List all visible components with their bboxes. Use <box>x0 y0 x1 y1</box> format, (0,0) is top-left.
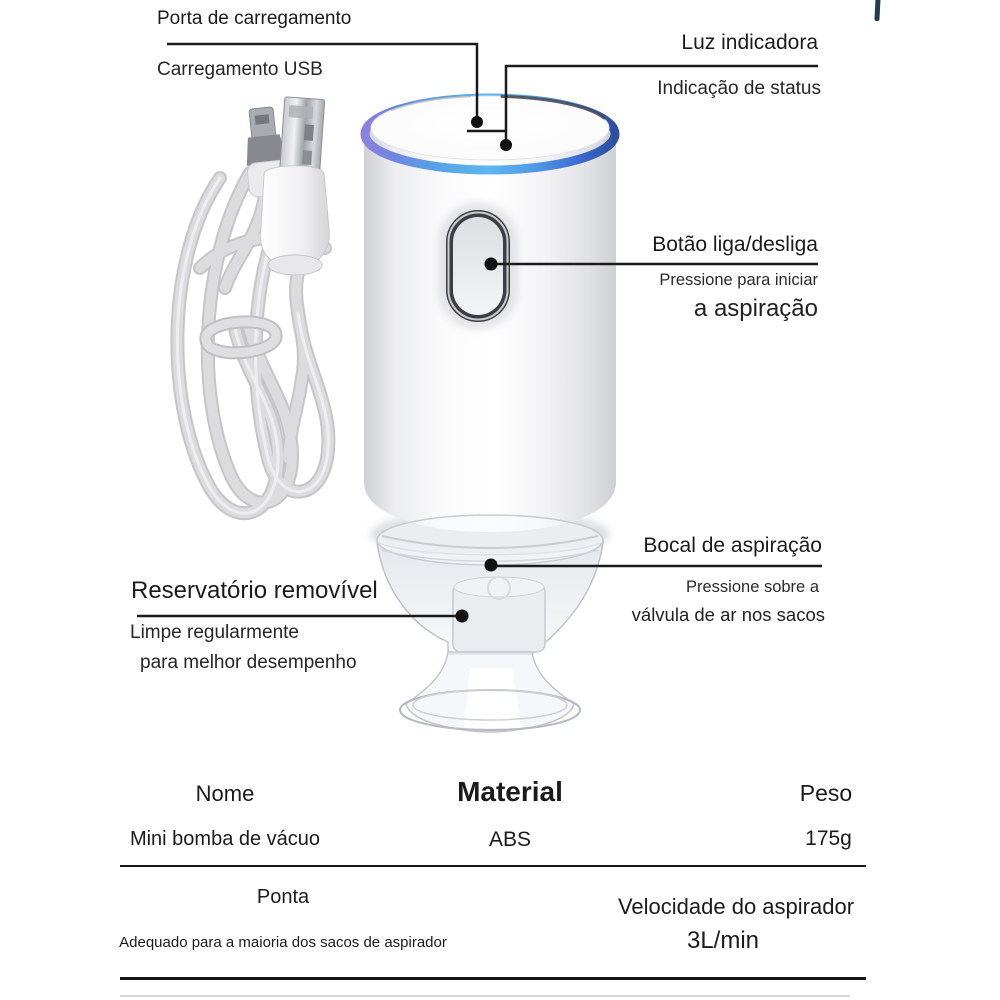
spec-divider-bottom <box>120 977 866 980</box>
spec-value-material: ABS <box>488 828 532 851</box>
indicator-light-callout-dot <box>500 139 512 151</box>
spec-value-nome: Mini bomba de vácuo <box>129 828 321 850</box>
spec-value-ponta: Adequado para a maioria dos sacos de aspirador <box>119 934 447 951</box>
suction-nozzle-subline2: válvula de ar nos sacos <box>631 604 825 625</box>
reservoir-subline1: Limpe regularmente <box>130 622 299 643</box>
power-button-callout-dot <box>485 258 498 271</box>
page-bottom-rule <box>120 995 850 997</box>
suction-nozzle-label: Bocal de aspiração <box>643 534 822 557</box>
charging-port-callout-dot <box>471 116 483 128</box>
power-button-label: Botão liga/desliga <box>652 233 818 256</box>
indicator-light-label: Luz indicadora <box>681 31 818 54</box>
reservoir-subline2: para melhor desempenho <box>140 652 357 673</box>
reservoir-callout-dot <box>456 610 469 623</box>
charging-port-sublabel: Carregamento USB <box>157 59 323 80</box>
suction-nozzle-callout-dot <box>485 559 498 572</box>
charging-port-label: Porta de carregamento <box>157 8 352 29</box>
spec-header-ponta: Ponta <box>256 886 310 908</box>
spec-header-velocidade: Velocidade do aspirador <box>617 894 855 919</box>
spec-header-material: Material <box>457 776 563 807</box>
spec-value-velocidade: 3L/min <box>686 927 760 954</box>
indicator-light-sublabel: Indicação de status <box>657 78 821 99</box>
spec-header-peso: Peso <box>799 780 853 806</box>
spec-value-peso: 175g <box>805 827 852 850</box>
spec-divider-top <box>120 865 866 867</box>
power-button-subline1: Pressione para iniciar <box>659 271 818 289</box>
suction-nozzle-subline1: Pressione sobre a <box>686 578 819 596</box>
reservoir-label: Reservatório removível <box>131 577 378 604</box>
spec-header-nome: Nome <box>195 781 255 806</box>
power-button-subline2: a aspiração <box>693 295 818 322</box>
